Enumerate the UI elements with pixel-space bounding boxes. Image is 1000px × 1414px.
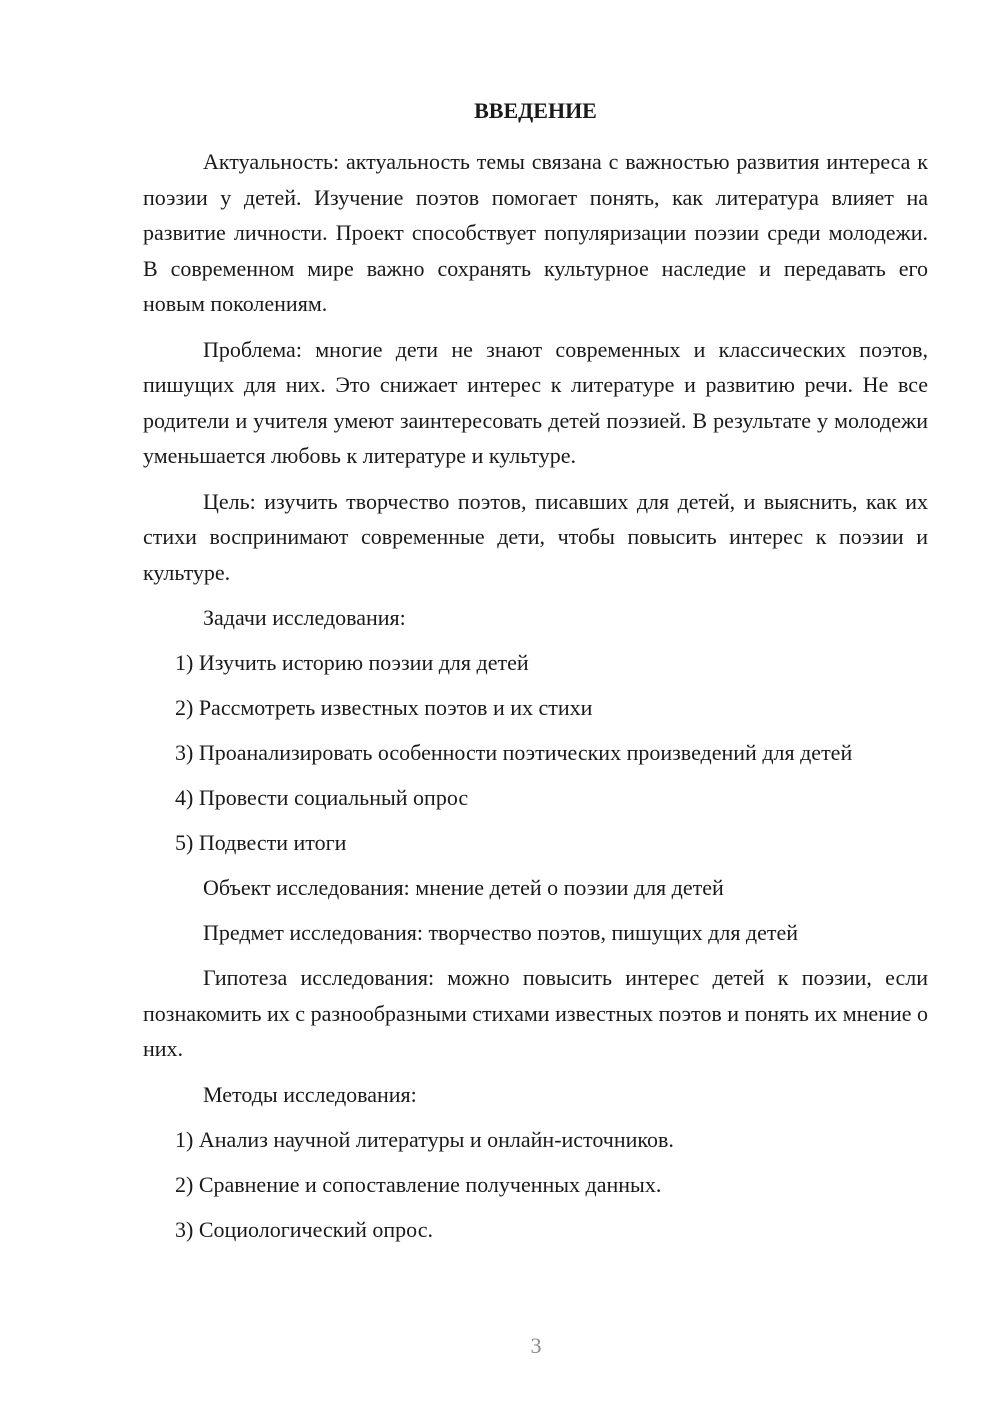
task-item-2: 2) Рассмотреть известных поэтов и их стихи (175, 695, 593, 720)
problem-paragraph: Проблема: многие дети не знают современных и классических поэтов, пишущих для них. Это снижает интерес к литературе и развитию речи. Не все родители и учителя умеют заинтересовать детей поэзией. В результате у молодежи уменьшается любовь к литературе и культуре. (143, 336, 928, 468)
method-item-3: 3) Социологический опрос. (175, 1216, 433, 1242)
goal-paragraph: Цель: изучить творчество поэтов, писавших для детей, и выяснить, как их стихи воспринимают современные дети, чтобы повысить интерес к поэзии и культуре. (143, 488, 928, 585)
task-item-4: 4) Провести социальный опрос (175, 785, 469, 810)
task-item-1: 1) Изучить историю поэзии для детей (175, 650, 529, 675)
relevance-paragraph: Актуальность: актуальность темы связана с важностью развития интереса к поэзии у детей. Изучение поэтов помогает понять, как литература влияет на развитие личности. Проект способствует популяризации поэзии среди молодежи. В современном мире важно сохранять культурное наследие и передавать его новым поколениям. (143, 149, 928, 316)
page-number: 3 (530, 1333, 542, 1358)
task-item-5: 5) Подвести итоги (175, 830, 347, 855)
method-item-2: 2) Сравнение и сопоставление полученных данных. (175, 1171, 662, 1197)
research-object: Объект исследования: мнение детей о поэзии для детей (203, 875, 724, 900)
method-item-1: 1) Анализ научной литературы и онлайн-источников. (175, 1126, 674, 1152)
methods-heading: Методы исследования: (203, 1081, 417, 1107)
tasks-heading: Задачи исследования: (203, 605, 406, 630)
page-content (143, 96, 928, 1257)
research-subject: Предмет исследования: творчество поэтов, пишущих для детей (203, 920, 799, 945)
task-item-3: 3) Проанализировать особенности поэтических произведений для детей (175, 740, 853, 765)
section-title: ВВЕДЕНИЕ (474, 98, 597, 123)
hypothesis-paragraph: Гипотеза исследования: можно повысить интерес детей к поэзии, если познакомить их с разнообразными стихами известных поэтов и понять их мнение о них. (143, 965, 928, 1061)
